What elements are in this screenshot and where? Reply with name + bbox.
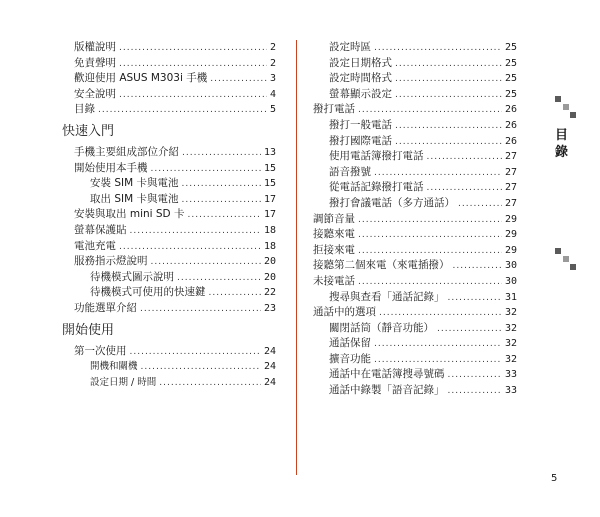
toc-entry[interactable]	[313, 56, 517, 72]
toc-entry-page: 18	[263, 224, 276, 236]
section-heading: 快速入門	[62, 123, 115, 139]
dot-leader	[141, 360, 261, 376]
toc-entry-title: 設定日期 / 時間	[90, 376, 157, 388]
toc-entry-title: 未接電話	[313, 274, 355, 287]
page-number: 5	[551, 473, 558, 484]
toc-entry[interactable]	[74, 359, 276, 375]
toc-entry[interactable]	[313, 40, 517, 56]
toc-entry-title: 安裝 SIM 卡與電池	[90, 177, 179, 190]
toc-entry-page: 27	[504, 197, 517, 209]
toc-entry-page: 5	[269, 104, 276, 116]
toc-entry-title: 擴音功能	[329, 352, 371, 365]
toc-entry-page: 30	[504, 275, 517, 287]
toc-entry[interactable]	[74, 207, 276, 223]
toc-entry-page: 27	[504, 166, 517, 178]
toc-entry-title: 撥打會議電話（多方通話）	[329, 196, 455, 209]
dot-leader	[358, 103, 502, 119]
toc-entry-title: 撥打電話	[313, 103, 355, 116]
toc-entry-page: 13	[263, 146, 276, 158]
toc-entry-title: 接聽第二個來電（來電插撥）	[313, 259, 450, 272]
toc-entry-page: 18	[263, 240, 276, 252]
toc-entry-page: 17	[263, 193, 276, 205]
toc-entry[interactable]	[74, 344, 276, 360]
toc-entry-page: 29	[504, 229, 517, 241]
toc-entry[interactable]	[313, 336, 517, 352]
toc-entry-page: 32	[504, 307, 517, 319]
dot-leader	[187, 208, 260, 224]
toc-entry[interactable]	[313, 102, 517, 118]
toc-entry-page: 3	[269, 73, 276, 85]
toc-entry-title: 開機和關機	[90, 361, 138, 373]
toc-entry-page: 29	[504, 213, 517, 225]
toc-entry-title: 歡迎使用 ASUS M303i 手機	[74, 72, 208, 85]
toc-entry-page: 31	[504, 291, 517, 303]
toc-entry[interactable]	[74, 102, 276, 118]
section-heading: 開始使用	[62, 322, 115, 338]
dot-leader	[427, 150, 502, 166]
toc-entry-title: 手機主要組成部位介紹	[74, 145, 179, 158]
dot-leader	[395, 119, 502, 135]
tab-square-icon	[563, 104, 569, 110]
toc-entry[interactable]	[74, 71, 276, 87]
toc-entry[interactable]	[74, 176, 276, 192]
toc-entry-title: 待機模式可使用的快速鍵	[90, 286, 206, 299]
toc-entry-page: 26	[504, 135, 517, 147]
toc-entry-page: 20	[263, 256, 276, 268]
toc-entry-page: 22	[263, 287, 276, 299]
toc-entry[interactable]	[313, 352, 517, 368]
dot-leader	[130, 345, 261, 361]
tab-square-icon	[555, 96, 561, 102]
toc-entry-page: 25	[504, 88, 517, 100]
toc-entry-title: 服務指示燈說明	[74, 255, 148, 268]
toc-entry-title: 從電話記錄撥打電話	[329, 181, 424, 194]
toc-entry-title: 電池充電	[74, 239, 116, 252]
toc-entry-title: 接聽來電	[313, 228, 355, 241]
toc-entry-title: 安裝與取出 mini SD 卡	[74, 208, 185, 221]
toc-entry-title: 撥打一般電話	[329, 118, 392, 131]
dot-leader	[437, 322, 502, 338]
tab-square-icon	[570, 264, 576, 270]
toc-entry[interactable]	[74, 375, 276, 391]
toc-entry-page: 24	[263, 345, 276, 357]
toc-entry-page: 32	[504, 338, 517, 350]
dot-leader	[448, 368, 502, 384]
toc-entry-title: 通話中的選項	[313, 306, 376, 319]
toc-entry[interactable]	[313, 258, 517, 274]
toc-left-column	[62, 40, 276, 390]
toc-entry-page: 30	[504, 260, 517, 272]
dot-leader	[209, 286, 261, 302]
toc-entry-page: 32	[504, 322, 517, 334]
dot-leader	[395, 72, 502, 88]
dot-leader	[448, 384, 502, 400]
toc-entry[interactable]	[313, 87, 517, 103]
toc-entry-page: 4	[269, 88, 276, 100]
dot-leader	[374, 41, 502, 57]
tab-square-icon	[563, 256, 569, 262]
toc-entry-page: 24	[263, 376, 276, 388]
toc-entry-page: 27	[504, 182, 517, 194]
toc-entry-title: 通話保留	[329, 337, 371, 350]
toc-entry-title: 免責聲明	[74, 56, 116, 69]
side-tab-label-1: 目	[555, 128, 569, 143]
toc-entry-title: 調節音量	[313, 212, 355, 225]
toc-entry[interactable]	[74, 161, 276, 177]
toc-entry-page: 23	[263, 302, 276, 314]
toc-entry-title: 搜尋與查看「通話記錄」	[329, 290, 445, 303]
toc-entry-page: 24	[263, 361, 276, 373]
tab-square-icon	[570, 112, 576, 118]
tab-square-icon	[555, 248, 561, 254]
toc-entry-page: 27	[504, 151, 517, 163]
dot-leader	[119, 88, 267, 104]
dot-leader	[119, 41, 267, 57]
toc-entry-title: 待機模式圖示說明	[90, 270, 174, 283]
toc-entry-title: 版權說明	[74, 41, 116, 53]
toc-entry-title: 設定時區	[329, 41, 371, 53]
toc-entry-title: 拒接來電	[313, 243, 355, 256]
dot-leader	[151, 255, 261, 271]
toc-entry[interactable]	[74, 40, 276, 56]
toc-entry[interactable]	[74, 192, 276, 208]
toc-entry-page: 17	[263, 209, 276, 221]
toc-entry-title: 使用電話簿撥打電話	[329, 150, 424, 163]
toc-entry-page: 25	[504, 73, 517, 85]
dot-leader	[130, 224, 261, 240]
toc-entry[interactable]	[313, 134, 517, 150]
toc-entry-page: 15	[263, 162, 276, 174]
toc-entry[interactable]	[74, 223, 276, 239]
toc-entry-title: 通話中在電話簿搜尋號碼	[329, 368, 445, 381]
toc-entry[interactable]	[313, 321, 517, 337]
toc-entry[interactable]	[313, 118, 517, 134]
dot-leader	[427, 181, 502, 197]
toc-entry[interactable]	[313, 71, 517, 87]
toc-entry-page: 25	[504, 42, 517, 53]
dot-leader	[119, 240, 261, 256]
side-tab-label-2: 錄	[555, 145, 569, 160]
dot-leader	[119, 57, 267, 73]
toc-right-column	[313, 40, 517, 399]
dot-leader	[177, 271, 261, 287]
toc-entry-title: 取出 SIM 卡與電池	[90, 192, 179, 205]
toc-entry-page: 32	[504, 353, 517, 365]
dot-leader	[358, 228, 502, 244]
toc-entry-title: 目錄	[74, 103, 95, 116]
dot-leader	[458, 197, 502, 213]
toc-entry-title: 螢幕顯示設定	[329, 87, 392, 100]
toc-entry[interactable]	[74, 301, 276, 317]
dot-leader	[374, 166, 502, 182]
dot-leader	[395, 88, 502, 104]
dot-leader	[395, 57, 502, 73]
dot-leader	[374, 337, 502, 353]
toc-entry-page: 29	[504, 244, 517, 256]
toc-entry-title: 第一次使用	[74, 344, 127, 357]
toc-entry[interactable]	[313, 165, 517, 181]
toc-entry-page: 26	[504, 104, 517, 116]
toc-entry[interactable]	[74, 56, 276, 72]
toc-entry[interactable]	[313, 367, 517, 383]
dot-leader	[159, 376, 261, 392]
toc-entry-title: 關閉話筒（靜音功能）	[329, 321, 434, 334]
toc-entry[interactable]	[74, 87, 276, 103]
dot-leader	[182, 193, 261, 209]
toc-entry[interactable]	[313, 243, 517, 259]
dot-leader	[358, 244, 502, 260]
column-divider	[296, 40, 297, 475]
toc-entry[interactable]	[313, 196, 517, 212]
dot-leader	[210, 72, 267, 88]
dot-leader	[182, 146, 261, 162]
toc-entry[interactable]	[313, 383, 517, 399]
toc-entry-page: 25	[504, 57, 517, 69]
toc-entry-title: 開始使用本手機	[74, 161, 148, 174]
toc-entry-page: 33	[504, 369, 517, 381]
toc-entry[interactable]	[313, 212, 517, 228]
dot-leader	[151, 162, 261, 178]
toc-entry-page: 33	[504, 385, 517, 397]
dot-leader	[98, 103, 267, 119]
dot-leader	[453, 259, 502, 275]
toc-entry[interactable]	[74, 285, 276, 301]
toc-entry[interactable]	[74, 254, 276, 270]
toc-entry-page: 20	[263, 271, 276, 283]
toc-entry-title: 螢幕保護貼	[74, 223, 127, 236]
toc-entry-title: 語音撥號	[329, 165, 371, 178]
toc-entry[interactable]	[74, 239, 276, 255]
toc-entry-title: 設定日期格式	[329, 56, 392, 69]
toc-entry-page: 26	[504, 119, 517, 131]
toc-entry-page: 2	[269, 57, 276, 69]
toc-entry-title: 功能選單介紹	[74, 301, 137, 314]
dot-leader	[395, 135, 502, 151]
toc-entry[interactable]	[313, 180, 517, 196]
toc-entry[interactable]	[313, 290, 517, 306]
toc-entry-title: 撥打國際電話	[329, 134, 392, 147]
dot-leader	[358, 213, 502, 229]
toc-entry[interactable]	[313, 227, 517, 243]
dot-leader	[140, 302, 261, 318]
toc-entry[interactable]	[313, 149, 517, 165]
dot-leader	[379, 306, 502, 322]
toc-entry[interactable]	[313, 305, 517, 321]
toc-entry[interactable]	[74, 270, 276, 286]
toc-entry[interactable]	[313, 274, 517, 290]
dot-leader	[448, 291, 502, 307]
toc-entry-title: 安全說明	[74, 87, 116, 100]
toc-entry-title: 通話中錄製「語音記錄」	[329, 384, 445, 397]
dot-leader	[358, 275, 502, 291]
toc-entry-page: 2	[269, 42, 276, 53]
dot-leader	[374, 353, 502, 369]
dot-leader	[182, 177, 261, 193]
toc-entry-page: 15	[263, 178, 276, 190]
toc-entry[interactable]	[74, 145, 276, 161]
toc-entry-title: 設定時間格式	[329, 72, 392, 85]
